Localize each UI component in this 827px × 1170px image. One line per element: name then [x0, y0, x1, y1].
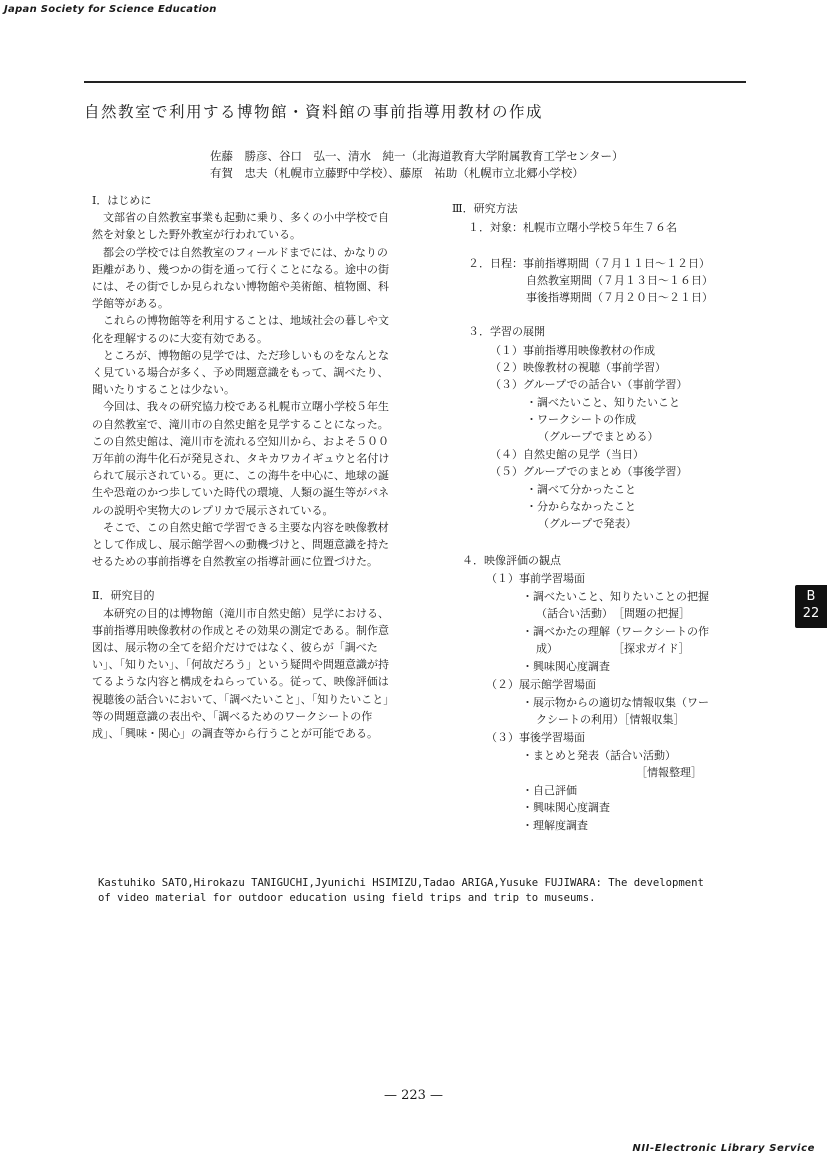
method-line: （４）自然史館の見学（当日） — [490, 448, 644, 461]
method-line: ・興味関心度調査 — [522, 801, 610, 814]
method-line: ［情報整理］ — [636, 766, 702, 779]
paragraph: ところが、博物館の見学では、ただ珍しいものをなんとなく見ている場合が多く、予め問題意識をもって、調べたり、聞いたりすることは少ない。 — [92, 348, 389, 397]
method-line: ・理解度調査 — [522, 819, 588, 832]
method-line: ・分からなかったこと — [526, 500, 636, 513]
left-column — [92, 192, 392, 742]
method-line: ・興味関心度調査 — [522, 660, 610, 673]
method-line: 自然教室期間（７月１３日～１６日） — [526, 274, 713, 287]
paragraph: 文部省の自然教室事業も起動に乗り、多くの小中学校で自然を対象とした野外教室が行われている。 — [92, 211, 389, 242]
section-heading-purpose: Ⅱ．研究目的 — [92, 589, 155, 603]
library-footer: NII-Electronic Library Service — [632, 1143, 815, 1154]
author-line-2: 有賀 忠夫（札幌市立藤野中学校）、藤原 祐助（札幌市立北郷小学校） — [210, 166, 584, 180]
english-abstract — [98, 876, 704, 906]
method-line: クシートの利用）［情報収集］ — [536, 713, 685, 726]
paragraph: 都会の学校では自然教室のフィールドまでには、かなりの距離があり、幾つかの街を通って行くことになる。途中の街には、その街でしか見られない博物館や美術館、植物園、科学館等がある。 — [92, 245, 389, 311]
paper-title: 自然教室で利用する博物館・資料館の事前指導用教材の作成 — [84, 103, 544, 121]
section-heading-introduction: Ⅰ．はじめに — [92, 194, 152, 207]
method-line: ・まとめと発表（話合い活動） — [522, 749, 676, 762]
society-header: Japan Society for Science Education — [4, 4, 217, 15]
badge-number: 22 — [802, 606, 820, 621]
method-line: （グループでまとめる） — [538, 430, 659, 443]
badge-letter: B — [806, 589, 816, 604]
page-number: — 223 — — [383, 1088, 444, 1103]
method-line: （２）展示館学習場面 — [486, 678, 596, 691]
method-line: ・展示物からの適切な情報収集（ワー — [522, 696, 709, 709]
method-line: （話合い活動） ［問題の把握］ — [536, 607, 690, 620]
method-line: ２．日程：事前指導期間（７月１１日～１２日） — [468, 257, 710, 270]
method-line: （３）事後学習場面 — [486, 731, 585, 744]
method-line: （グループで発表） — [538, 517, 637, 530]
method-line: ・ワークシートの作成 — [526, 413, 636, 426]
method-line: ・調べかたの理解（ワークシートの作 — [522, 625, 709, 638]
method-line: ４．映像評価の観点 — [462, 554, 561, 567]
method-line: ・調べて分かったこと — [526, 483, 636, 496]
abstract-line-1: Kastuhiko SATO,Hirokazu TANIGUCHI,Jyunichi HSIMIZU,Tadao ARIGA,Yusuke FUJIWARA: The development — [98, 877, 704, 889]
paragraph: 本研究の目的は博物館（滝川市自然史館）見学における、事前指導用映像教材の作成とその効果の測定である。制作意図は、展示物の全てを紹介だけではなく、彼らが「調べたい」、「知りたい」、「何故だろう」という疑問や問題意識が持てるような内容と構成をねらっている。従って、映像評価は視聴後の話合いにおいて、「調べたいこと」、「知りたいこと」等の問題意識の表出や、「調べるためのワークシートの作成」、「興味・関心」の調査等から行うことが可能である。 — [92, 606, 389, 741]
method-line: 成） ［探求ガイド］ — [536, 642, 690, 655]
section-heading-method: Ⅲ．研究方法 — [452, 202, 518, 215]
author-line-1: 佐藤 勝彦、谷口 弘一、清水 純一（北海道教育大学附属教育工学センター） — [210, 149, 624, 163]
paragraph: そこで、この自然史館で学習できる主要な内容を映像教材として作成し、展示館学習への動機づけと、問題意識を持たせるための事前指導を自然教室の指導計画に位置づけた。 — [92, 520, 389, 569]
title-rule — [84, 81, 746, 83]
method-line: ・調べたいこと、知りたいこと — [526, 396, 680, 409]
method-line: （３）グループでの話合い（事前学習） — [490, 378, 688, 391]
author-block — [210, 148, 624, 182]
method-line: ・自己評価 — [522, 784, 577, 797]
method-line: ３．学習の展開 — [468, 325, 545, 338]
method-line: （１）事前学習場面 — [486, 572, 585, 585]
method-line: ・調べたいこと、知りたいことの把握 — [522, 590, 709, 603]
method-line: （１）事前指導用映像教材の作成 — [490, 344, 655, 357]
paragraph: これらの博物館等を利用することは、地域社会の暮しや文化を理解するのに大変有効である。 — [92, 314, 389, 345]
paragraph: 今回は、我々の研究協力校である札幌市立曙小学校５年生の自然教室で、滝川市の自然史館を見学することになった。この自然史館は、滝川市を流れる空知川から、およそ５００万年前の海牛化石が発見され、タキカワカイギュウと名付けられて展示されている。更に、この海牛を中心に、地球の誕生や恐竜のかつ歩していた時代の環境、人類の誕生等がパネルの説明や実物大のレプリカで展示されている。 — [92, 400, 390, 517]
section-badge — [795, 585, 827, 628]
method-line: （５）グループでのまとめ（事後学習） — [490, 465, 688, 478]
abstract-line-2: of video material for outdoor education using field trips and trip to museums. — [98, 892, 596, 904]
method-line: （２）映像教材の視聴（事前学習） — [490, 361, 666, 374]
method-line: 事後指導期間（７月２０日～２１日） — [526, 291, 713, 304]
method-line: １．対象：札幌市立曙小学校５年生７６名 — [468, 221, 677, 234]
